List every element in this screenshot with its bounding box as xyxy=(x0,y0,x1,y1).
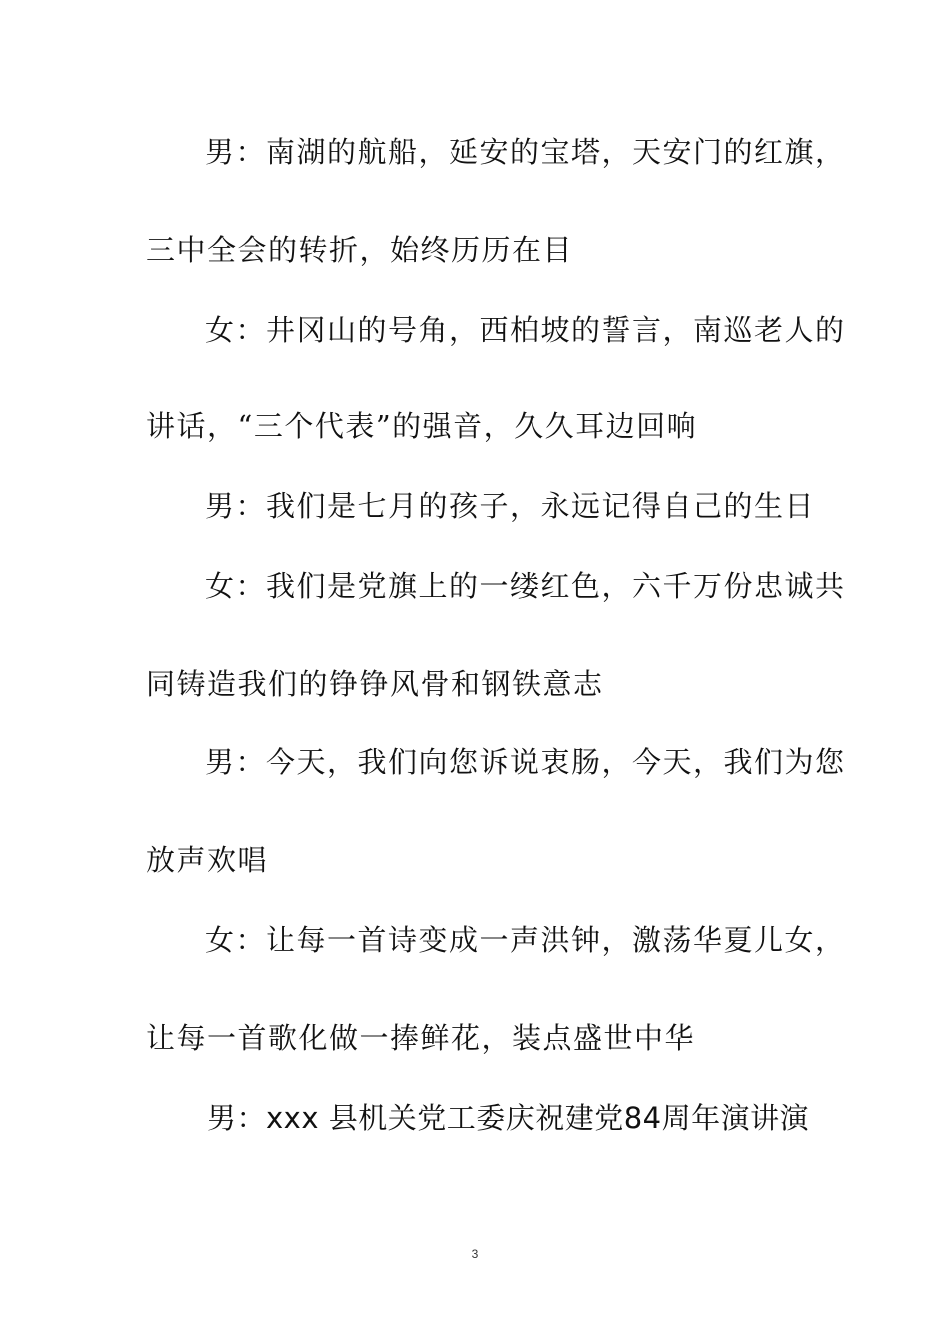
text-line-2: 三中全会的转折，始终历历在目 xyxy=(146,233,574,267)
text-line-7: 同铸造我们的铮铮风骨和钢铁意志 xyxy=(146,667,604,701)
text-line-12: 男：xxx 县机关党工委庆祝建党84周年演讲演 xyxy=(207,1101,810,1135)
text-line-11: 让每一首歌化做一捧鲜花，装点盛世中华 xyxy=(146,1021,696,1055)
text-line-1: 男：南湖的航船，延安的宝塔，天安门的红旗， xyxy=(205,135,846,169)
text-line-3: 女：井冈山的号角，西柏坡的誓言，南巡老人的 xyxy=(205,313,846,347)
text-line-5: 男：我们是七月的孩子，永远记得自己的生日 xyxy=(205,489,816,523)
text-line-8: 男：今天，我们向您诉说衷肠，今天，我们为您 xyxy=(205,745,846,779)
page-number: 3 xyxy=(471,1247,479,1261)
text-line-10: 女：让每一首诗变成一声洪钟，激荡华夏儿女， xyxy=(205,923,846,957)
text-line-4: 讲话，“三个代表”的强音，久久耳边回响 xyxy=(146,409,698,443)
text-line-9: 放声欢唱 xyxy=(146,843,269,877)
text-line-6: 女：我们是党旗上的一缕红色，六千万份忠诚共 xyxy=(205,569,846,603)
